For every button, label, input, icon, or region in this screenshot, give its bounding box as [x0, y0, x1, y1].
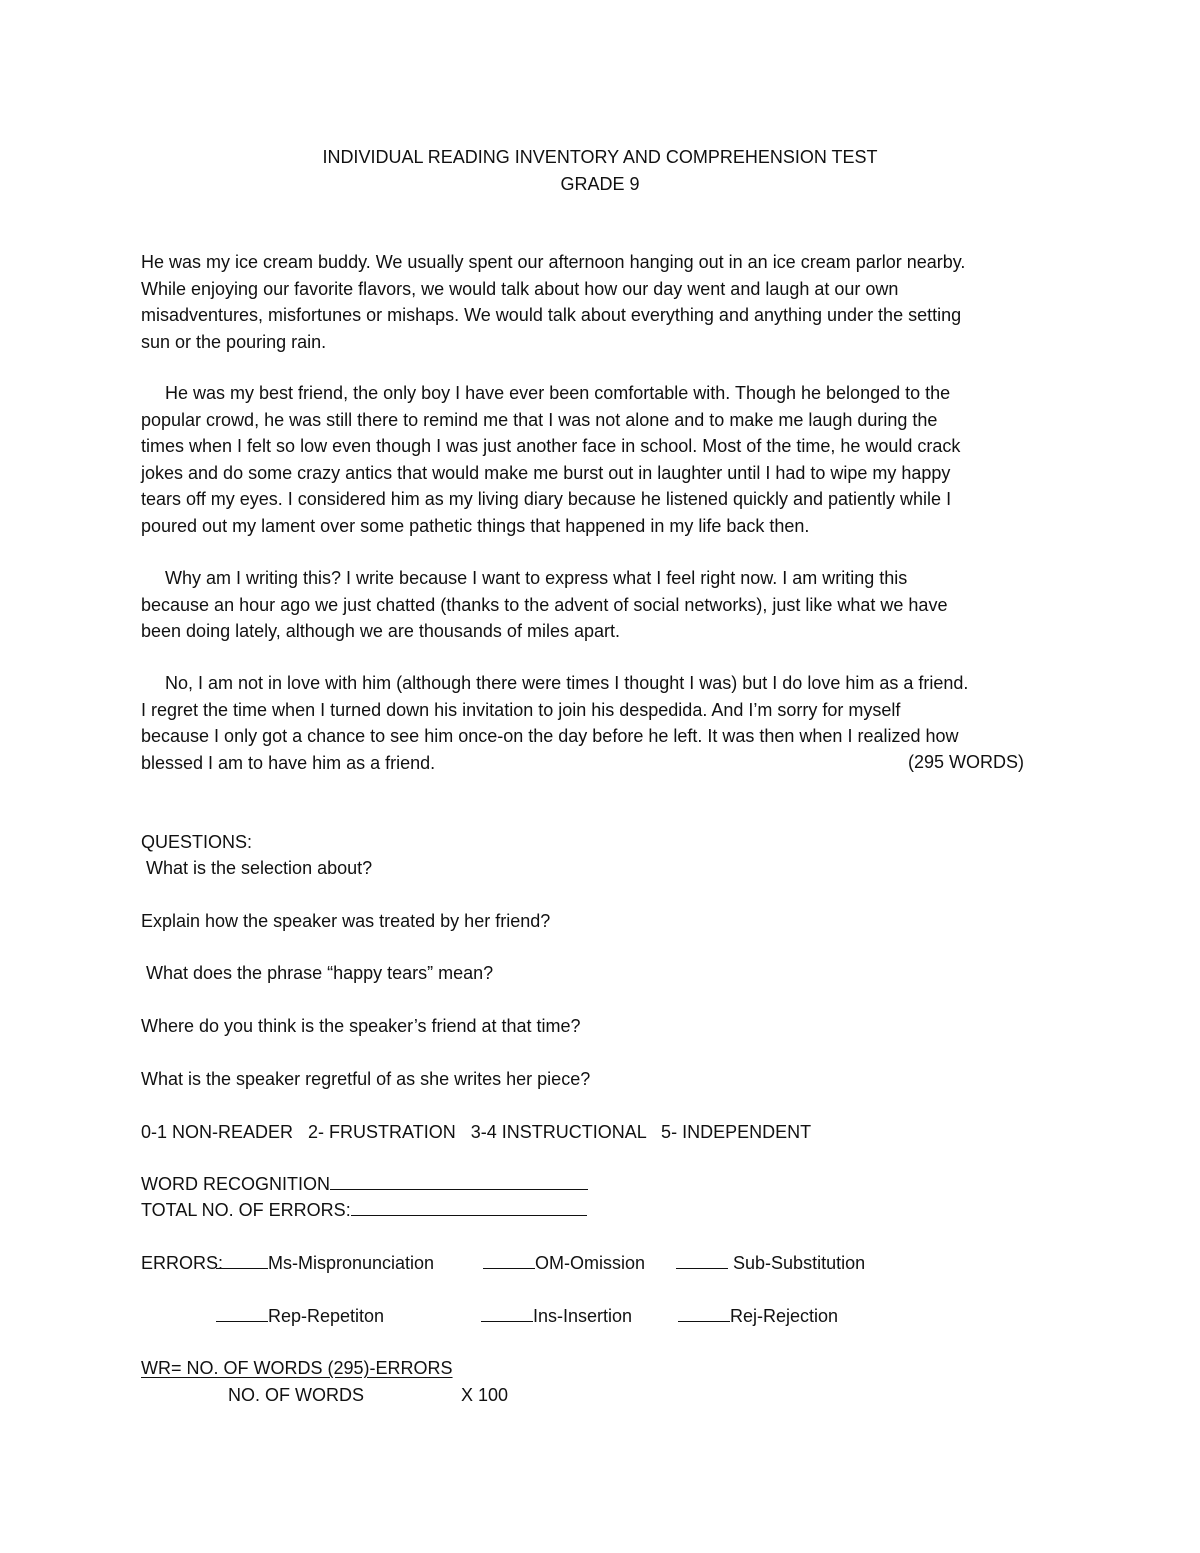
text-line: because an hour ago we just chatted (thanks to the advent of social networks), just like what we have: [141, 594, 948, 615]
question-2: Explain how the speaker was treated by her friend?: [141, 911, 551, 931]
text-line: jokes and do some crazy antics that would make me burst out in laughter until I had to wipe my happy: [141, 462, 951, 483]
questions-heading: QUESTIONS:: [141, 832, 253, 852]
text-line: misadventures, misfortunes or mishaps. We would talk about everything and anything under the setting: [141, 305, 962, 325]
errors-label: ERRORS:: [141, 1253, 224, 1273]
question-1: What is the selection about?: [141, 858, 373, 878]
text-line: tears off my eyes. I considered him as my living diary because he listened quickly and patiently while I: [141, 489, 952, 509]
text-line: He was my best friend, the only boy I have ever been comfortable with. Though he belonged to the: [165, 383, 951, 403]
text-line: While enjoying our favorite flavors, we would talk about how our day went and laugh at our own: [141, 278, 899, 299]
passage-paragraph-3: [141, 565, 1061, 645]
error-ms-label: Ms-Mispronunciation: [268, 1253, 435, 1273]
text-line: I regret the time when I turned down his invitation to join his despedida. And I’m sorry for myself: [141, 699, 901, 720]
error-om-row: [483, 1250, 645, 1277]
total-errors-row: [141, 1197, 587, 1224]
text-line: blessed I am to have him as a friend.: [141, 752, 436, 773]
error-om-label: OM-Omission: [535, 1253, 646, 1273]
text-line: Why am I writing this? I write because I want to express what I feel right now. I am writing this: [165, 568, 908, 588]
error-rej-blank[interactable]: [678, 1303, 730, 1322]
error-rep-row: [216, 1303, 384, 1330]
total-errors-label: TOTAL NO. OF ERRORS:: [141, 1200, 351, 1220]
total-errors-blank[interactable]: [351, 1197, 587, 1216]
error-ms-row: [216, 1250, 434, 1277]
word-recognition-row: [141, 1171, 588, 1198]
text-line: times when I felt so low even though I was just another face in school. Most of the time, he would crack: [141, 436, 961, 456]
text-line: because I only got a chance to see him once-on the day before he left. It was then when I realized how: [141, 726, 959, 746]
question-4: Where do you think is the speaker’s friend at that time?: [141, 1016, 581, 1036]
question-5: What is the speaker regretful of as she writes her piece?: [141, 1069, 591, 1089]
error-om-blank[interactable]: [483, 1250, 535, 1269]
word-count: (295 WORDS): [908, 752, 1025, 772]
error-sub-row: [676, 1250, 865, 1277]
document-title: INDIVIDUAL READING INVENTORY AND COMPREHENSION TEST: [322, 147, 878, 167]
word-recognition-blank[interactable]: [330, 1171, 588, 1190]
rating-scale: 0-1 NON-READER 2- FRUSTRATION 3-4 INSTRUCTIONAL 5- INDEPENDENT: [141, 1122, 812, 1142]
error-ms-blank[interactable]: [216, 1250, 268, 1269]
text-line: He was my ice cream buddy. We usually spent our afternoon hanging out in an ice cream parlor nearby.: [141, 252, 966, 272]
error-rej-row: [678, 1303, 838, 1330]
text-line: No, I am not in love with him (although there were times I thought I was) but I do love him as a friend.: [165, 673, 969, 693]
passage-paragraph-2: [141, 380, 1061, 539]
text-line: popular crowd, he was still there to remind me that I was not alone and to make me laugh during the: [141, 409, 938, 430]
error-rep-blank[interactable]: [216, 1303, 268, 1322]
text-line: poured out my lament over some pathetic things that happened in my life back then.: [141, 515, 810, 536]
error-sub-label: Sub-Substitution: [733, 1253, 866, 1273]
error-ins-row: [481, 1303, 632, 1330]
text-line: sun or the pouring rain.: [141, 331, 327, 352]
question-3: What does the phrase “happy tears” mean?: [141, 963, 494, 983]
error-sub-blank[interactable]: [676, 1250, 728, 1269]
error-rep-label: Rep-Repetiton: [268, 1306, 385, 1326]
grade-label: GRADE 9: [560, 174, 640, 194]
error-ins-blank[interactable]: [481, 1303, 533, 1322]
error-rej-label: Rej-Rejection: [730, 1306, 839, 1326]
formula-multiplier: X 100: [461, 1385, 509, 1405]
word-recognition-label: WORD RECOGNITION: [141, 1174, 330, 1194]
passage-paragraph-1: [141, 249, 1061, 355]
text-line: been doing lately, although we are thousands of miles apart.: [141, 621, 620, 641]
formula-numerator: WR= NO. OF WORDS (295)-ERRORS: [141, 1358, 453, 1378]
error-ins-label: Ins-Insertion: [533, 1306, 633, 1326]
formula-denominator: NO. OF WORDS: [228, 1385, 364, 1405]
